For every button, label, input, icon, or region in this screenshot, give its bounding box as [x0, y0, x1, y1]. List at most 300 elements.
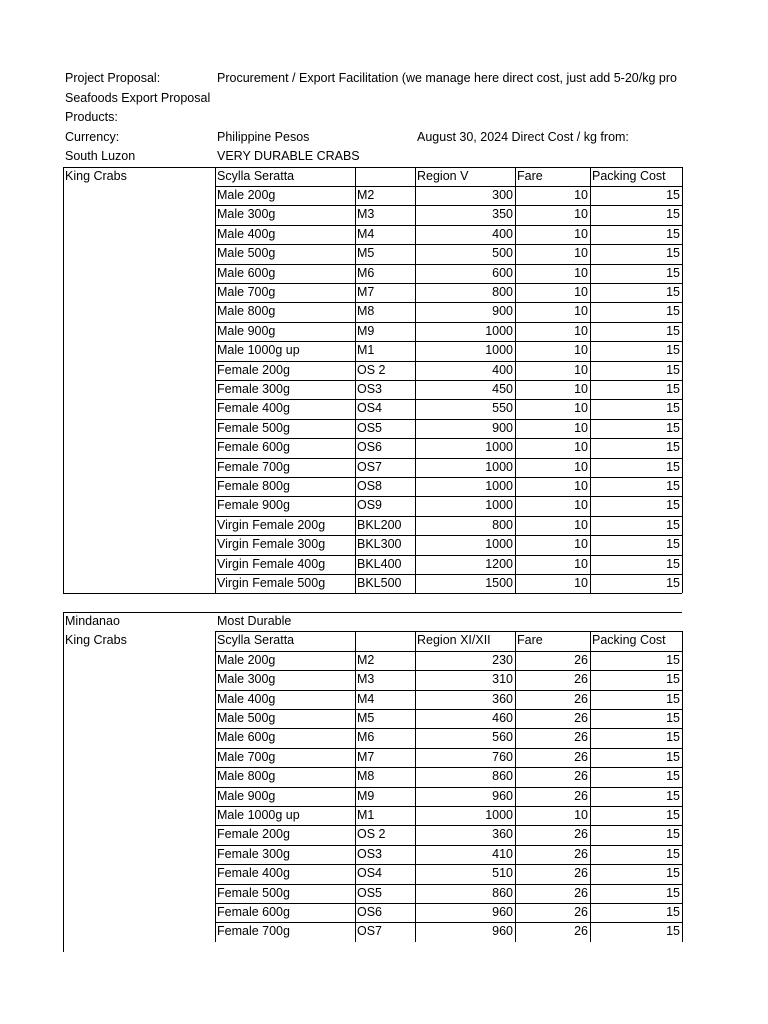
packing-cell: 15 [666, 846, 680, 861]
code-cell: OS6 [357, 440, 383, 455]
table-row [0, 574, 768, 593]
price-cell: 1000 [485, 478, 513, 493]
header-row-currency [0, 128, 768, 147]
section1-grid-line [63, 593, 682, 594]
fare-cell: 10 [574, 187, 588, 202]
section2-grid-line [215, 767, 682, 768]
fare-cell: 10 [574, 323, 588, 338]
size-cell: Virgin Female 200g [217, 517, 326, 532]
section2-grid-line [215, 884, 682, 885]
table-row [0, 787, 768, 806]
fare-cell: 10 [574, 537, 588, 552]
fare-cell: 10 [574, 575, 588, 590]
packing-cell: 15 [666, 517, 680, 532]
price-cell: 510 [492, 866, 513, 881]
packing-cell: 15 [666, 381, 680, 396]
table-row [0, 651, 768, 670]
price-cell: 1200 [485, 556, 513, 571]
section2-col-fare: Fare [517, 633, 543, 648]
header-row-products [0, 108, 768, 127]
size-cell: Male 900g [217, 323, 276, 338]
code-cell: M5 [357, 711, 375, 725]
price-cell: 410 [492, 846, 513, 861]
section2-grid-line [215, 787, 682, 788]
price-cell: 860 [492, 769, 513, 784]
table-row [0, 302, 768, 321]
packing-cell: 15 [666, 440, 680, 455]
section1-grid-line [63, 167, 64, 594]
section2-col-packing: Packing Cost [592, 633, 666, 648]
code-cell: BKL500 [357, 575, 402, 590]
table-row [0, 496, 768, 515]
packing-cell: 15 [666, 401, 680, 416]
section1-col-region: Region V [417, 168, 469, 183]
price-cell: 400 [492, 226, 513, 241]
products-label: Products: [65, 110, 118, 124]
section1-species: Scylla Seratta [217, 168, 295, 183]
code-cell: M9 [357, 788, 375, 803]
code-cell: M7 [357, 284, 375, 299]
section1-grid-line [215, 361, 682, 362]
currency-label: Currency: [65, 129, 120, 144]
packing-cell: 15 [666, 556, 680, 571]
price-cell: 900 [492, 304, 513, 319]
section1-grid-line [515, 167, 516, 594]
section2-grid-line [215, 922, 682, 923]
section1-grid-line [355, 167, 356, 594]
table-row [0, 884, 768, 903]
packing-cell: 15 [666, 537, 680, 552]
fare-cell: 10 [574, 207, 588, 222]
price-cell: 1000 [485, 343, 513, 358]
section2-grid-line [415, 631, 416, 941]
section1-grid-line [590, 167, 591, 594]
section2-grid-line [215, 845, 682, 846]
code-cell: OS3 [357, 846, 383, 861]
date-note: August 30, 2024 Direct Cost / kg from: [417, 129, 629, 144]
size-cell: Male 400g [217, 226, 276, 241]
size-cell: Male 700g [217, 284, 276, 299]
section2-grid-line [215, 864, 682, 865]
table-row [0, 806, 768, 825]
fare-cell: 26 [574, 905, 588, 919]
size-cell: Female 700g [217, 459, 290, 474]
fare-cell: 10 [574, 265, 588, 280]
table-row [0, 748, 768, 767]
section1-grid-line [215, 302, 682, 303]
price-cell: 1000 [485, 323, 513, 338]
fare-cell: 10 [574, 498, 588, 513]
fare-cell: 26 [574, 827, 588, 842]
price-cell: 800 [492, 517, 513, 532]
section1-region-label: South Luzon [65, 149, 136, 163]
fare-cell: 10 [574, 226, 588, 241]
table-row [0, 845, 768, 864]
size-cell: Male 800g [217, 769, 276, 784]
price-cell: 960 [492, 905, 513, 919]
code-cell: OS 2 [357, 827, 386, 842]
price-cell: 450 [492, 381, 513, 396]
packing-cell: 15 [666, 478, 680, 493]
section1-grid-line [415, 167, 416, 594]
section2-grid-line [63, 612, 64, 952]
section1-region-row [0, 147, 768, 166]
fare-cell: 10 [574, 459, 588, 474]
code-cell: OS4 [357, 866, 383, 881]
packing-cell: 15 [666, 672, 680, 687]
section2-group-label: King Crabs [65, 633, 127, 648]
code-cell: M1 [357, 808, 375, 822]
section2-grid-line [215, 825, 682, 826]
code-cell: OS8 [357, 478, 383, 493]
table-row [0, 728, 768, 747]
fare-cell: 10 [574, 381, 588, 396]
section1-grid-line [215, 283, 682, 284]
packing-cell: 15 [666, 284, 680, 299]
project-value: Procurement / Export Facilitation (we manage here direct cost, just add 5-20/kg pro [217, 71, 677, 85]
code-cell: OS5 [357, 420, 383, 435]
size-cell: Female 600g [217, 440, 290, 455]
fare-cell: 26 [574, 749, 588, 764]
size-cell: Female 200g [217, 362, 290, 377]
section1-grid-line [215, 186, 682, 187]
code-cell: OS3 [357, 381, 383, 396]
code-cell: M2 [357, 652, 375, 667]
packing-cell: 15 [666, 769, 680, 784]
section2-header-row [0, 631, 768, 650]
section1-grid-line [215, 535, 682, 536]
size-cell: Male 400g [217, 691, 276, 706]
code-cell: M6 [357, 730, 375, 745]
size-cell: Female 500g [217, 885, 290, 900]
price-cell: 300 [492, 187, 513, 202]
code-cell: OS6 [357, 905, 383, 919]
project-label: Project Proposal: [65, 71, 161, 85]
fare-cell: 26 [574, 846, 588, 861]
size-cell: Female 800g [217, 478, 290, 493]
section1-header-row [0, 167, 768, 186]
section1-group-label: King Crabs [65, 168, 127, 183]
size-cell: Virgin Female 300g [217, 537, 326, 552]
fare-cell: 10 [574, 420, 588, 435]
code-cell: M8 [357, 304, 375, 319]
table-row [0, 709, 768, 728]
size-cell: Male 300g [217, 207, 276, 222]
section1-grid-line [215, 419, 682, 420]
price-cell: 360 [492, 827, 513, 842]
price-cell: 460 [492, 711, 513, 725]
section2-grid-line [215, 690, 682, 691]
proposal-title: Seafoods Export Proposal [65, 90, 211, 105]
packing-cell: 15 [666, 924, 680, 939]
table-row [0, 535, 768, 554]
table-row [0, 419, 768, 438]
size-cell: Female 700g [217, 924, 290, 939]
section1-grid-line [215, 555, 682, 556]
section1-grid-line [215, 322, 682, 323]
packing-cell: 15 [666, 749, 680, 764]
fare-cell: 10 [574, 246, 588, 261]
section2-grid-line [215, 806, 682, 807]
fare-cell: 26 [574, 730, 588, 745]
section1-grid-line [215, 225, 682, 226]
price-cell: 1000 [485, 498, 513, 513]
fare-cell: 10 [574, 478, 588, 493]
code-cell: M6 [357, 265, 375, 280]
packing-cell: 15 [666, 652, 680, 667]
size-cell: Virgin Female 500g [217, 575, 326, 590]
price-cell: 960 [492, 788, 513, 803]
packing-cell: 15 [666, 187, 680, 202]
fare-cell: 26 [574, 691, 588, 706]
section1-grid-line [215, 496, 682, 497]
size-cell: Female 400g [217, 866, 290, 881]
table-row [0, 322, 768, 341]
code-cell: M9 [357, 323, 375, 338]
section1-grid-line [215, 574, 682, 575]
table-row [0, 670, 768, 689]
section2-grid-line [355, 631, 356, 941]
table-row [0, 205, 768, 224]
code-cell: OS 2 [357, 362, 386, 377]
code-cell: M8 [357, 769, 375, 784]
section1-grid-line [215, 244, 682, 245]
section1-grid-line [63, 167, 215, 168]
packing-cell: 15 [666, 362, 680, 377]
table-row [0, 244, 768, 263]
price-cell: 500 [492, 246, 513, 261]
section1-grid-line [682, 167, 683, 594]
code-cell: BKL200 [357, 517, 402, 532]
packing-cell: 15 [666, 808, 680, 822]
size-cell: Male 900g [217, 788, 276, 803]
size-cell: Male 300g [217, 672, 276, 687]
section2-species: Scylla Seratta [217, 633, 295, 648]
price-cell: 600 [492, 265, 513, 280]
price-cell: 1000 [485, 440, 513, 455]
code-cell: OS7 [357, 924, 383, 939]
fare-cell: 10 [574, 401, 588, 416]
packing-cell: 15 [666, 498, 680, 513]
table-row [0, 825, 768, 844]
section2-grid-line [215, 728, 682, 729]
code-cell: M3 [357, 672, 375, 687]
fare-cell: 26 [574, 711, 588, 725]
fare-cell: 10 [574, 440, 588, 455]
table-row [0, 399, 768, 418]
table-row [0, 380, 768, 399]
fare-cell: 10 [574, 808, 588, 822]
price-cell: 1500 [485, 575, 513, 590]
table-row [0, 283, 768, 302]
fare-cell: 26 [574, 788, 588, 803]
size-cell: Male 1000g up [217, 343, 300, 358]
price-cell: 560 [492, 730, 513, 745]
fare-cell: 26 [574, 866, 588, 881]
price-cell: 550 [492, 401, 513, 416]
table-row [0, 477, 768, 496]
size-cell: Male 600g [217, 265, 276, 280]
code-cell: M5 [357, 246, 375, 261]
section2-durability: Most Durable [217, 614, 292, 628]
code-cell: OS5 [357, 885, 383, 900]
price-cell: 350 [492, 207, 513, 222]
packing-cell: 15 [666, 730, 680, 745]
size-cell: Female 300g [217, 846, 290, 861]
size-cell: Virgin Female 400g [217, 556, 326, 571]
fare-cell: 10 [574, 284, 588, 299]
section1-durability: VERY DURABLE CRABS [217, 149, 360, 163]
packing-cell: 15 [666, 420, 680, 435]
code-cell: M4 [357, 226, 375, 241]
size-cell: Male 1000g up [217, 808, 300, 822]
table-row [0, 458, 768, 477]
section2-grid-line [590, 631, 591, 941]
table-row [0, 864, 768, 883]
section2-grid-line [215, 748, 682, 749]
currency-value: Philippine Pesos [217, 129, 310, 144]
size-cell: Male 500g [217, 246, 276, 261]
header-row-title [0, 89, 768, 108]
packing-cell: 15 [666, 711, 680, 725]
packing-cell: 15 [666, 691, 680, 706]
packing-cell: 15 [666, 575, 680, 590]
size-cell: Female 300g [217, 381, 290, 396]
table-row [0, 264, 768, 283]
fare-cell: 26 [574, 924, 588, 939]
table-row [0, 903, 768, 922]
price-cell: 860 [492, 885, 513, 900]
size-cell: Female 200g [217, 827, 290, 842]
code-cell: BKL400 [357, 556, 402, 571]
section1-grid-line [215, 438, 682, 439]
code-cell: OS9 [357, 498, 383, 513]
code-cell: OS4 [357, 401, 383, 416]
packing-cell: 15 [666, 226, 680, 241]
table-row [0, 361, 768, 380]
price-cell: 760 [492, 749, 513, 764]
packing-cell: 15 [666, 304, 680, 319]
fare-cell: 26 [574, 769, 588, 784]
section2-region-label: Mindanao [65, 614, 120, 628]
section2-grid-line [515, 631, 516, 941]
section1-grid-line [215, 341, 682, 342]
section1-col-packing: Packing Cost [592, 168, 666, 183]
fare-cell: 26 [574, 672, 588, 687]
table-row [0, 767, 768, 786]
section1-grid-line [215, 167, 682, 168]
price-cell: 960 [492, 924, 513, 939]
size-cell: Female 400g [217, 401, 290, 416]
packing-cell: 15 [666, 885, 680, 900]
size-cell: Female 500g [217, 420, 290, 435]
section2-grid-line [215, 670, 682, 671]
packing-cell: 15 [666, 788, 680, 803]
size-cell: Male 700g [217, 749, 276, 764]
section2-grid-line [215, 631, 216, 941]
section2-grid-line [215, 651, 682, 652]
table-row [0, 690, 768, 709]
packing-cell: 15 [666, 827, 680, 842]
fare-cell: 26 [574, 652, 588, 667]
table-row [0, 922, 768, 941]
section1-grid-line [215, 458, 682, 459]
code-cell: M3 [357, 207, 375, 222]
fare-cell: 10 [574, 304, 588, 319]
code-cell: OS7 [357, 459, 383, 474]
size-cell: Male 500g [217, 711, 276, 725]
table-row [0, 341, 768, 360]
price-cell: 900 [492, 420, 513, 435]
section2-grid-line [215, 709, 682, 710]
section1-grid-line [215, 264, 682, 265]
packing-cell: 15 [666, 207, 680, 222]
fare-cell: 10 [574, 556, 588, 571]
section1-grid-line [215, 516, 682, 517]
table-row [0, 186, 768, 205]
packing-cell: 15 [666, 323, 680, 338]
table-row [0, 516, 768, 535]
size-cell: Female 900g [217, 498, 290, 513]
section2-grid-line [215, 631, 682, 632]
code-cell: M4 [357, 691, 375, 706]
price-cell: 1000 [485, 808, 513, 822]
code-cell: M2 [357, 187, 375, 202]
packing-cell: 15 [666, 866, 680, 881]
section2-grid-line [215, 903, 682, 904]
price-cell: 400 [492, 362, 513, 377]
price-cell: 800 [492, 284, 513, 299]
packing-cell: 15 [666, 265, 680, 280]
header-row-project [0, 69, 768, 88]
section1-grid-line [215, 205, 682, 206]
packing-cell: 15 [666, 459, 680, 474]
size-cell: Male 200g [217, 652, 276, 667]
code-cell: M1 [357, 343, 375, 358]
code-cell: BKL300 [357, 537, 402, 552]
code-cell: M7 [357, 749, 375, 764]
section2-grid-line [682, 631, 683, 941]
packing-cell: 15 [666, 246, 680, 261]
section2-region-row [0, 612, 768, 631]
section2-col-region: Region XI/XII [417, 633, 491, 648]
table-row [0, 225, 768, 244]
fare-cell: 10 [574, 517, 588, 532]
fare-cell: 26 [574, 885, 588, 900]
size-cell: Male 600g [217, 730, 276, 745]
table-row [0, 438, 768, 457]
section1-col-fare: Fare [517, 168, 543, 183]
price-cell: 310 [492, 672, 513, 687]
section1-grid-line [215, 477, 682, 478]
packing-cell: 15 [666, 343, 680, 358]
price-cell: 1000 [485, 459, 513, 474]
section2-grid-line [63, 612, 682, 613]
section1-grid-line [215, 167, 216, 594]
fare-cell: 10 [574, 343, 588, 358]
price-cell: 230 [492, 652, 513, 667]
packing-cell: 15 [666, 905, 680, 919]
size-cell: Female 600g [217, 905, 290, 919]
section1-grid-line [215, 380, 682, 381]
price-cell: 360 [492, 691, 513, 706]
section1-grid-line [215, 399, 682, 400]
size-cell: Male 800g [217, 304, 276, 319]
fare-cell: 10 [574, 362, 588, 377]
size-cell: Male 200g [217, 187, 276, 202]
price-cell: 1000 [485, 537, 513, 552]
table-row [0, 555, 768, 574]
